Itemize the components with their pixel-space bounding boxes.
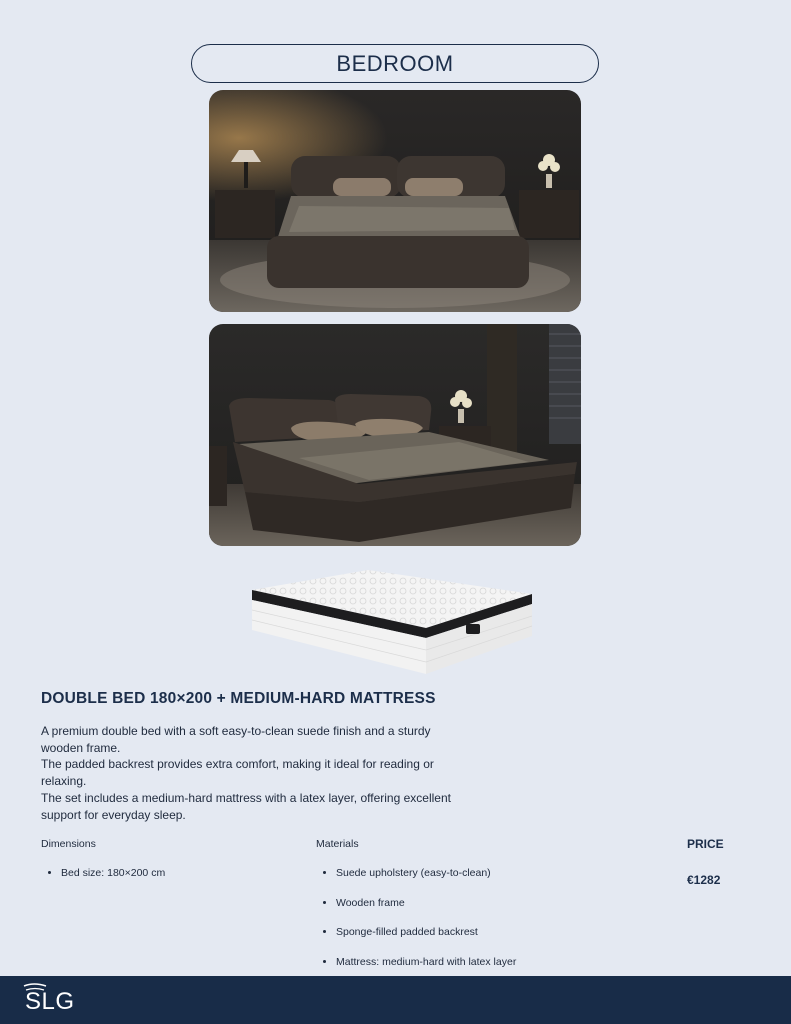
materials-list <box>316 867 516 985</box>
description-line: The padded backrest provides extra comfort, making it ideal for reading or relaxing. <box>41 757 434 789</box>
product-description <box>41 723 461 823</box>
section-title: BEDROOM <box>191 44 599 83</box>
bed-photo-angled <box>209 324 581 546</box>
mattress-photo <box>248 566 536 678</box>
price-heading: PRICE <box>687 837 724 851</box>
dimensions-list <box>41 867 165 897</box>
material-item: • Wooden frame <box>336 897 516 927</box>
material-item: • Sponge-filled padded backrest <box>336 926 516 956</box>
product-title: DOUBLE BED 180×200 + MEDIUM-HARD MATTRESS <box>41 690 436 707</box>
materials-heading: Materials <box>316 838 359 850</box>
dimensions-heading: Dimensions <box>41 838 96 850</box>
material-item: • Mattress: medium-hard with latex layer <box>336 956 516 986</box>
footer-bar <box>0 976 791 1024</box>
bed-photo-front <box>209 90 581 312</box>
description-line: A premium double bed with a soft easy-to-clean suede finish and a sturdy wooden frame. <box>41 724 431 755</box>
description-line: The set includes a medium-hard mattress with a latex layer, offering excellent support for everyday sleep. <box>41 790 451 822</box>
material-item: • Suede upholstery (easy-to-clean) <box>336 867 516 897</box>
dimension-item: • Bed size: 180×200 cm <box>61 867 165 897</box>
logo-text: SLG <box>25 988 75 1015</box>
price-value: €1282 <box>687 873 721 887</box>
